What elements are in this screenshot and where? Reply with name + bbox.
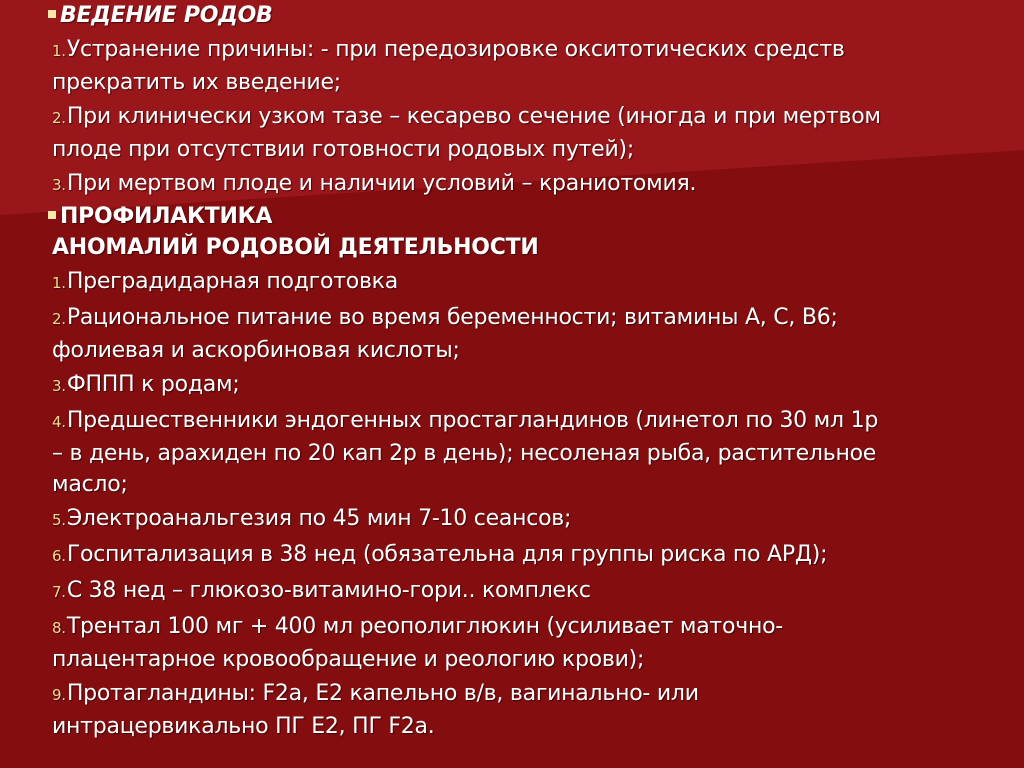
list-item-text: Электроанальгезия по 45 мин 7-10 сеансов; (66, 506, 572, 531)
slide-content (52, 0, 1016, 742)
list-item-text: Госпитализация в 38 нед (обязательна для группы риска по АРД); (66, 542, 828, 567)
list-number: 2. (52, 310, 66, 328)
square-bullet-icon (48, 211, 56, 219)
list-item (52, 678, 1016, 742)
list-item-text: плоде при отсутствии готовности родовых путей); (52, 137, 635, 162)
list-item-text: – в день, арахиден по 20 кап 2р в день); несоленая рыба, растительное (52, 441, 877, 466)
list-number: 9. (52, 686, 66, 704)
list-item-text: фолиевая и аскорбиновая кислоты; (52, 338, 460, 363)
list-item-text: ФППП к родам; (66, 372, 240, 397)
list-number: 8. (52, 619, 66, 637)
list-item-text: При мертвом плоде и наличии условий – краниотомия. (66, 171, 697, 196)
square-bullet-icon (48, 10, 56, 18)
list-item-line (52, 539, 1016, 572)
list-item-text: С 38 нед – глюкозо-витамино-гори.. комплекс (66, 578, 591, 603)
list-number: 6. (52, 547, 66, 565)
list-item-line (52, 711, 1016, 742)
list-item-text: прекратить их введение; (52, 70, 341, 95)
list-number: 7. (52, 583, 66, 601)
list-item-line (52, 302, 1016, 335)
list-item-line (52, 335, 1016, 366)
list-item-text: Устранение причины: - при передозировке окситотических средств (66, 37, 845, 62)
list-item-line (52, 575, 1016, 608)
list-item (52, 369, 1016, 402)
list-vedenie (52, 34, 1016, 201)
list-item-text: плацентарное кровообращение и реологию крови); (52, 647, 645, 672)
list-number: 1. (52, 274, 66, 292)
list-profilaktika (52, 266, 1016, 742)
list-item (52, 405, 1016, 500)
list-item (52, 611, 1016, 675)
list-item (52, 575, 1016, 608)
heading-text: ПРОФИЛАКТИКА (60, 204, 273, 229)
list-number: 3. (52, 176, 66, 194)
list-number: 4. (52, 413, 66, 431)
list-item (52, 302, 1016, 366)
heading-vedenie-rodov (48, 0, 1016, 31)
list-item-line (52, 438, 1016, 469)
list-item-line (52, 644, 1016, 675)
list-item-text: При клинически узком тазе – кесарево сечение (иногда и при мертвом (66, 104, 881, 129)
list-item (52, 539, 1016, 572)
list-number: 3. (52, 377, 66, 395)
list-item-line (52, 168, 1016, 201)
list-item-text: Предшественники эндогенных простагландинов (линетол по 30 мл 1р (66, 408, 879, 433)
list-item-line (52, 405, 1016, 438)
list-item-line (52, 34, 1016, 67)
list-item-text: Трентал 100 мг + 400 мл реополиглюкин (усиливает маточно- (66, 614, 783, 639)
list-item (52, 503, 1016, 536)
list-item (52, 266, 1016, 299)
list-number: 2. (52, 109, 66, 127)
list-item-line (52, 503, 1016, 536)
heading-profilaktika (48, 201, 1016, 232)
list-number: 1. (52, 42, 66, 60)
heading-text: ВЕДЕНИЕ РОДОВ (60, 3, 273, 28)
list-item (52, 168, 1016, 201)
list-item-line (52, 678, 1016, 711)
list-item-text: Преградидарная подготовка (66, 269, 398, 294)
list-item-text: Протагландины: F2a, E2 капельно в/в, вагинально- или (66, 681, 699, 706)
list-number: 5. (52, 511, 66, 529)
list-item-text: интрацервикально ПГ Е2, ПГ F2a. (52, 714, 435, 739)
list-item-text: Рациональное питание во время беременности; витамины А, С, В6; (66, 305, 838, 330)
list-item-line (52, 67, 1016, 98)
heading-anomalii: АНОМАЛИЙ РОДОВОЙ ДЕЯТЕЛЬНОСТИ (52, 235, 539, 260)
list-item-line (52, 266, 1016, 299)
list-item-text: масло; (52, 472, 128, 497)
list-item (52, 34, 1016, 98)
list-item (52, 101, 1016, 165)
list-item-line (52, 101, 1016, 134)
list-item-line (52, 134, 1016, 165)
list-item-line (52, 611, 1016, 644)
list-item-line (52, 469, 1016, 500)
list-item-line (52, 369, 1016, 402)
